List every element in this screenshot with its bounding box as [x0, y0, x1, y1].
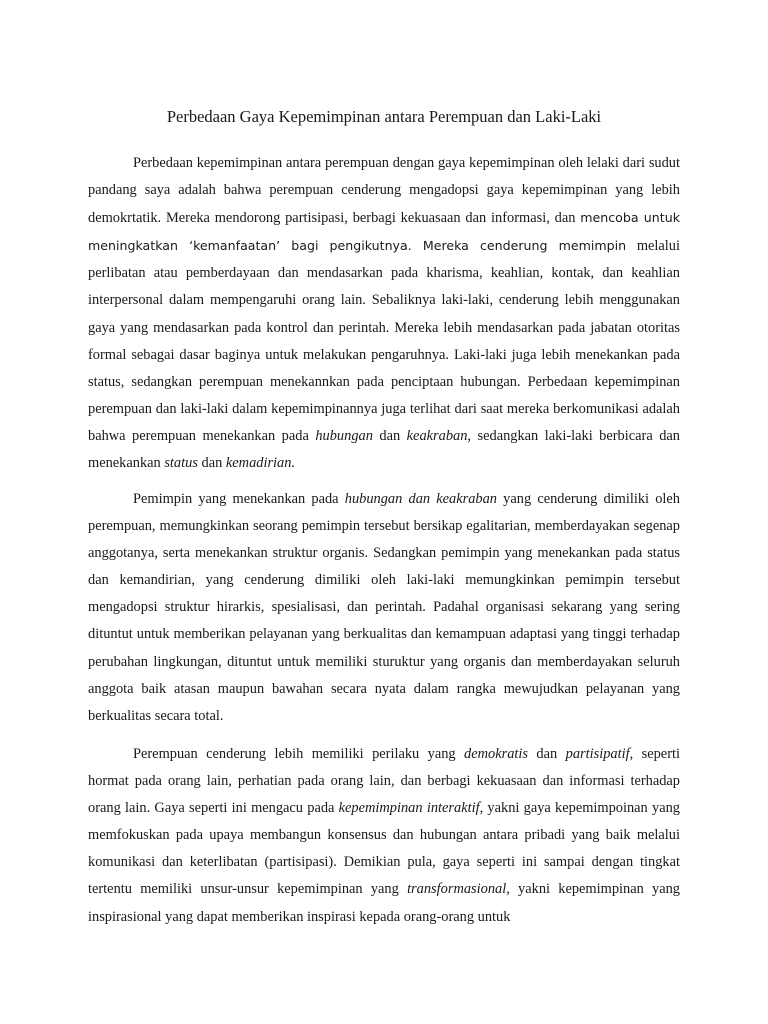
emphasis-keakraban: keakraban [406, 427, 468, 444]
paragraph-3-text-e: , yakni kepemimpinan yang inspirasional yang dapat memberikan inspirasi kepada orang-orang untuk [88, 881, 680, 925]
emphasis-demokratis: demokratis [464, 746, 528, 762]
emphasis-status: status [164, 455, 198, 472]
paragraph-1-text-b: mencoba untuk meningkatkan ‘kemanfaatan’ bagi pengikutnya. Mereka cenderung memimpin [88, 210, 680, 254]
paragraph-1 [88, 150, 680, 477]
emphasis-hubungan: hubungan [315, 427, 373, 444]
paragraph-1-text-f: dan [197, 455, 226, 472]
paragraph-1-text-c: melalui perlibatan atau pemberdayaan dan mendasarkan pada kharisma, keahlian, kontak, dan keahlian interpersonal dalam mempengaruhi orang lain. Sebaliknya laki-laki, cenderung lebih menggunakan gaya yang mendasarkan pada kontrol dan perintah. Mereka lebih mendasarkan pada jabatan otoritas formal sebagai dasar baginya untuk melakukan pengaruhnya. Laki-laki juga lebih menekankan pada status, sedangkan perempuan menekannkan pada penciptaan hubungan. Perbedaan kepemimpinan perempuan dan laki-laki dalam kepemimpinannya juga terlihat dari saat mereka berkomunikasi adalah bahwa perempuan menekankan pada [88, 238, 680, 444]
emphasis-partisipatif: partisipatif [565, 746, 630, 762]
paragraph-1-text-a: Perbedaan kepemimpinan antara perempuan dengan gaya kepemimpinan oleh lelaki dari sudut pandang saya adalah bahwa perempuan cenderung mengadopsi gaya kepemimpinan yang lebih demokrtatik. Mereka mendorong partisipasi, berbagi kekuasaan dan informasi, dan [88, 155, 680, 227]
paragraph-3-text-c: , seperti hormat pada orang lain, perhatian pada orang lain, dan berbagi kekuasaan dan informasi terhadap orang lain. Gaya seperti ini mengacu pada [88, 746, 680, 817]
document-title: Perbedaan Gaya Kepemimpinan antara Perempuan dan Laki-Laki [166, 107, 602, 126]
paragraph-1-text-e: , sedangkan laki-laki berbicara dan menekankan [88, 427, 680, 472]
emphasis-hubungan-keakraban: hubungan dan keakraban [344, 491, 497, 507]
paragraph-2 [88, 486, 680, 730]
paragraph-2-text-b: yang cenderung dimiliki oleh perempuan, memungkinkan seorang pemimpin tersebut bersikap egalitarian, memberdayakan segenap anggotanya, serta menekankan struktur organis. Sedangkan pemimpin yang menekankan pada status dan kemandirian, yang cenderung dimiliki oleh laki-laki memungkinkan pemimpin tersebut mengadopsi struktur hirarkis, spesialisasi, dan perintah. Padahal organisasi sekarang yang sering dituntut untuk memberikan pelayanan yang berkualitas dan kemampuan adaptasi yang tinggi terhadap perubahan lingkungan, dituntut untuk memiliki sturuktur yang organis dan memberdayakan seluruh anggota baik atasan maupun bawahan secara nyata dalam rangka mewujudkan pelayanan yang berkualitas secara total. [88, 491, 680, 724]
emphasis-transformasional: transformasional [407, 881, 507, 898]
emphasis-kemadirian: kemadirian. [225, 455, 296, 472]
paragraph-2-text-a: Pemimpin yang menekankan pada [133, 491, 345, 507]
paragraph-1-text-d: dan [372, 427, 407, 444]
emphasis-kepemimpinan-interaktif: kepemimpinan interaktif [338, 800, 480, 817]
paragraph-3-text-a: Perempuan cenderung lebih memiliki perilaku yang [133, 746, 465, 762]
paragraph-3-text-b: dan [528, 746, 566, 762]
paragraph-3 [88, 741, 680, 931]
paragraph-3-text-d: , yakni gaya kepemimpoinan yang memfokuskan pada upaya membangun konsensus dan hubungan antara pribadi yang baik melalui komunikasi dan keterlibatan (partisipasi). Demikian pula, gaya seperti ini sampai dengan tingkat tertentu memiliki unsur-unsur kepemimpinan yang [88, 800, 680, 898]
